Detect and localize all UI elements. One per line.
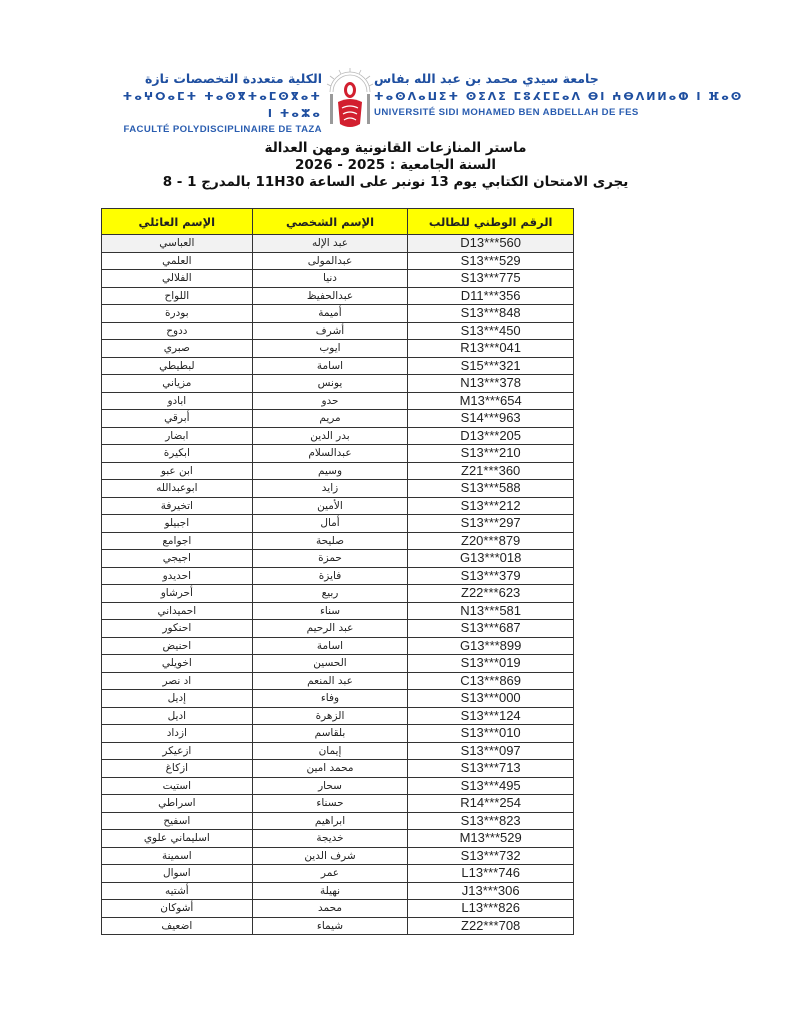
table-row: [102, 357, 574, 375]
last-name-cell: العباسي: [102, 235, 253, 253]
first-name-cell: يونس: [252, 375, 408, 393]
first-name-cell: عبدالمولى: [252, 252, 408, 270]
last-name-cell: صبري: [102, 340, 253, 358]
national-id-cell: Z22***623: [408, 585, 574, 603]
national-id-cell: D11***356: [408, 287, 574, 305]
header-national-id: الرقم الوطني للطالب: [408, 209, 574, 235]
table-row: [102, 427, 574, 445]
first-name-cell: سناء: [252, 602, 408, 620]
table-row: [102, 620, 574, 638]
last-name-cell: ابادو: [102, 392, 253, 410]
national-id-cell: S13***713: [408, 760, 574, 778]
national-id-cell: S13***379: [408, 567, 574, 585]
letterhead: [0, 66, 791, 134]
last-name-cell: الفلالي: [102, 270, 253, 288]
table-row: [102, 585, 574, 603]
national-id-cell: C13***869: [408, 672, 574, 690]
last-name-cell: احميداني: [102, 602, 253, 620]
first-name-cell: زايد: [252, 480, 408, 498]
last-name-cell: أشوكان: [102, 900, 253, 918]
national-id-cell: L13***746: [408, 865, 574, 883]
table-row: [102, 672, 574, 690]
first-name-cell: أميمة: [252, 305, 408, 323]
national-id-cell: Z21***360: [408, 462, 574, 480]
table-row: [102, 252, 574, 270]
table-row: [102, 830, 574, 848]
first-name-cell: مريم: [252, 410, 408, 428]
table-row: [102, 305, 574, 323]
table-row: [102, 287, 574, 305]
national-id-cell: D13***560: [408, 235, 574, 253]
last-name-cell: اجوامع: [102, 532, 253, 550]
table-row: [102, 637, 574, 655]
first-name-cell: بلقاسم: [252, 725, 408, 743]
last-name-cell: احديدو: [102, 567, 253, 585]
table-row: [102, 707, 574, 725]
exam-notice: يجرى الامتحان الكتابي يوم 13 نونبر على الساعة 11H30 بالمدرج 1 - 8: [162, 174, 629, 190]
header-last-name: الإسم العائلي: [102, 209, 253, 235]
national-id-cell: S13***000: [408, 690, 574, 708]
last-name-cell: اسمينة: [102, 847, 253, 865]
table-row: [102, 322, 574, 340]
last-name-cell: ابضار: [102, 427, 253, 445]
national-id-cell: G13***018: [408, 550, 574, 568]
national-id-cell: S13***732: [408, 847, 574, 865]
last-name-cell: اديل: [102, 707, 253, 725]
national-id-cell: L13***826: [408, 900, 574, 918]
university-name-french: UNIVERSITÉ SIDI MOHAMED BEN ABDELLAH DE FES: [374, 107, 639, 118]
first-name-cell: بدر الدين: [252, 427, 408, 445]
national-id-cell: S13***124: [408, 707, 574, 725]
first-name-cell: عبد الرحيم: [252, 620, 408, 638]
table-row: [102, 445, 574, 463]
last-name-cell: ددوح: [102, 322, 253, 340]
first-name-cell: ابراهيم: [252, 812, 408, 830]
faculty-name-arabic: الكلية متعددة التخصصات تازة: [145, 71, 322, 86]
first-name-cell: الزهرة: [252, 707, 408, 725]
national-id-cell: S13***823: [408, 812, 574, 830]
table-row: [102, 690, 574, 708]
last-name-cell: إديل: [102, 690, 253, 708]
national-id-cell: G13***899: [408, 637, 574, 655]
national-id-cell: S14***963: [408, 410, 574, 428]
last-name-cell: اضعيف: [102, 917, 253, 935]
last-name-cell: اتخيرفة: [102, 497, 253, 515]
national-id-cell: S13***588: [408, 480, 574, 498]
last-name-cell: اسراطي: [102, 795, 253, 813]
faculty-block: [116, 70, 322, 138]
national-id-cell: S13***450: [408, 322, 574, 340]
table-row: [102, 865, 574, 883]
table-row: [102, 847, 574, 865]
national-id-cell: S13***097: [408, 742, 574, 760]
first-name-cell: عبدالسلام: [252, 445, 408, 463]
last-name-cell: لبطيطي: [102, 357, 253, 375]
last-name-cell: اسفيح: [102, 812, 253, 830]
first-name-cell: شرف الدين: [252, 847, 408, 865]
table-row: [102, 742, 574, 760]
national-id-cell: S13***019: [408, 655, 574, 673]
national-id-cell: N13***378: [408, 375, 574, 393]
table-row: [102, 550, 574, 568]
table-row: [102, 532, 574, 550]
last-name-cell: اد نصر: [102, 672, 253, 690]
table-row: [102, 235, 574, 253]
first-name-cell: الأمين: [252, 497, 408, 515]
university-logo-icon: [324, 66, 376, 132]
first-name-cell: محمد امين: [252, 760, 408, 778]
first-name-cell: وسيم: [252, 462, 408, 480]
national-id-cell: S13***010: [408, 725, 574, 743]
first-name-cell: صليحة: [252, 532, 408, 550]
first-name-cell: عبد المنعم: [252, 672, 408, 690]
last-name-cell: ابكيرة: [102, 445, 253, 463]
first-name-cell: خديجة: [252, 830, 408, 848]
student-list-table: [101, 208, 574, 935]
last-name-cell: اجيجي: [102, 550, 253, 568]
table-row: [102, 777, 574, 795]
first-name-cell: فايزة: [252, 567, 408, 585]
last-name-cell: العلمي: [102, 252, 253, 270]
first-name-cell: سحار: [252, 777, 408, 795]
national-id-cell: R14***254: [408, 795, 574, 813]
table-row: [102, 602, 574, 620]
last-name-cell: اللواح: [102, 287, 253, 305]
table-row: [102, 497, 574, 515]
last-name-cell: اسوال: [102, 865, 253, 883]
national-id-cell: R13***041: [408, 340, 574, 358]
last-name-cell: بودرة: [102, 305, 253, 323]
first-name-cell: عبدالحفيظ: [252, 287, 408, 305]
table-body: [102, 235, 574, 935]
national-id-cell: M13***654: [408, 392, 574, 410]
first-name-cell: ايوب: [252, 340, 408, 358]
table-row: [102, 655, 574, 673]
last-name-cell: ازداد: [102, 725, 253, 743]
last-name-cell: احنيض: [102, 637, 253, 655]
table-row: [102, 340, 574, 358]
table-row: [102, 270, 574, 288]
table-header-row: [102, 209, 574, 235]
table-row: [102, 392, 574, 410]
national-id-cell: S13***495: [408, 777, 574, 795]
national-id-cell: Z20***879: [408, 532, 574, 550]
national-id-cell: S13***297: [408, 515, 574, 533]
table-row: [102, 375, 574, 393]
first-name-cell: أمال: [252, 515, 408, 533]
header-first-name: الإسم الشخصي: [252, 209, 408, 235]
first-name-cell: دنيا: [252, 270, 408, 288]
last-name-cell: ازكاغ: [102, 760, 253, 778]
last-name-cell: ابن عبو: [102, 462, 253, 480]
table-row: [102, 567, 574, 585]
first-name-cell: حسناء: [252, 795, 408, 813]
first-name-cell: أشرف: [252, 322, 408, 340]
first-name-cell: وفاء: [252, 690, 408, 708]
faculty-name-tifinagh: ⵜⴰⵖⵔⴰⵎⵜ ⵜⴰⵙⴳⵜⴰⵎⵙⴳⴰⵜ ⵏ ⵜⴰⵣⴰ: [122, 90, 322, 120]
table-row: [102, 900, 574, 918]
national-id-cell: S13***848: [408, 305, 574, 323]
first-name-cell: ربيع: [252, 585, 408, 603]
national-id-cell: Z22***708: [408, 917, 574, 935]
table-row: [102, 882, 574, 900]
last-name-cell: أشتيه: [102, 882, 253, 900]
table-row: [102, 795, 574, 813]
first-name-cell: نهيلة: [252, 882, 408, 900]
first-name-cell: حدو: [252, 392, 408, 410]
table-row: [102, 917, 574, 935]
national-id-cell: S13***687: [408, 620, 574, 638]
last-name-cell: اجبيلو: [102, 515, 253, 533]
first-name-cell: عبد الإله: [252, 235, 408, 253]
first-name-cell: حمزة: [252, 550, 408, 568]
university-name-tifinagh: ⵜⴰⵙⴷⴰⵡⵉⵜ ⵙⵉⴷⵉ ⵎⵓⵃⵎⵎⴰⴷ ⴱⵏ ⵄⴱⴷⵍⵍⴰⵀ ⵏ ⴼⴰⵙ: [374, 90, 744, 103]
academic-year: السنة الجامعية : 2025 - 2026: [295, 157, 496, 173]
national-id-cell: J13***306: [408, 882, 574, 900]
first-name-cell: إيمان: [252, 742, 408, 760]
national-id-cell: D13***205: [408, 427, 574, 445]
last-name-cell: ازعيكر: [102, 742, 253, 760]
national-id-cell: S13***775: [408, 270, 574, 288]
national-id-cell: S13***529: [408, 252, 574, 270]
first-name-cell: اسامة: [252, 637, 408, 655]
last-name-cell: اسليماني علوي: [102, 830, 253, 848]
first-name-cell: عمر: [252, 865, 408, 883]
national-id-cell: M13***529: [408, 830, 574, 848]
first-name-cell: اسامة: [252, 357, 408, 375]
program-title: ماستر المنازعات القانونية ومهن العدالة: [264, 140, 527, 156]
table-row: [102, 725, 574, 743]
university-name-arabic: جامعة سيدي محمد بن عبد الله بفاس: [374, 71, 599, 86]
last-name-cell: احنكور: [102, 620, 253, 638]
last-name-cell: أحرشاو: [102, 585, 253, 603]
faculty-name-french: FACULTÉ POLYDISCIPLINAIRE DE TAZA: [123, 124, 322, 135]
last-name-cell: مزياني: [102, 375, 253, 393]
first-name-cell: محمد: [252, 900, 408, 918]
table-row: [102, 462, 574, 480]
table-row: [102, 410, 574, 428]
national-id-cell: S13***212: [408, 497, 574, 515]
university-block: [374, 70, 791, 121]
last-name-cell: أبرقي: [102, 410, 253, 428]
document-titles: [0, 140, 791, 191]
national-id-cell: N13***581: [408, 602, 574, 620]
national-id-cell: S13***210: [408, 445, 574, 463]
national-id-cell: S15***321: [408, 357, 574, 375]
last-name-cell: اخويلي: [102, 655, 253, 673]
table-row: [102, 480, 574, 498]
table-row: [102, 760, 574, 778]
first-name-cell: الحسين: [252, 655, 408, 673]
table-row: [102, 515, 574, 533]
first-name-cell: شيماء: [252, 917, 408, 935]
last-name-cell: ابوعبدالله: [102, 480, 253, 498]
last-name-cell: استيت: [102, 777, 253, 795]
table-row: [102, 812, 574, 830]
